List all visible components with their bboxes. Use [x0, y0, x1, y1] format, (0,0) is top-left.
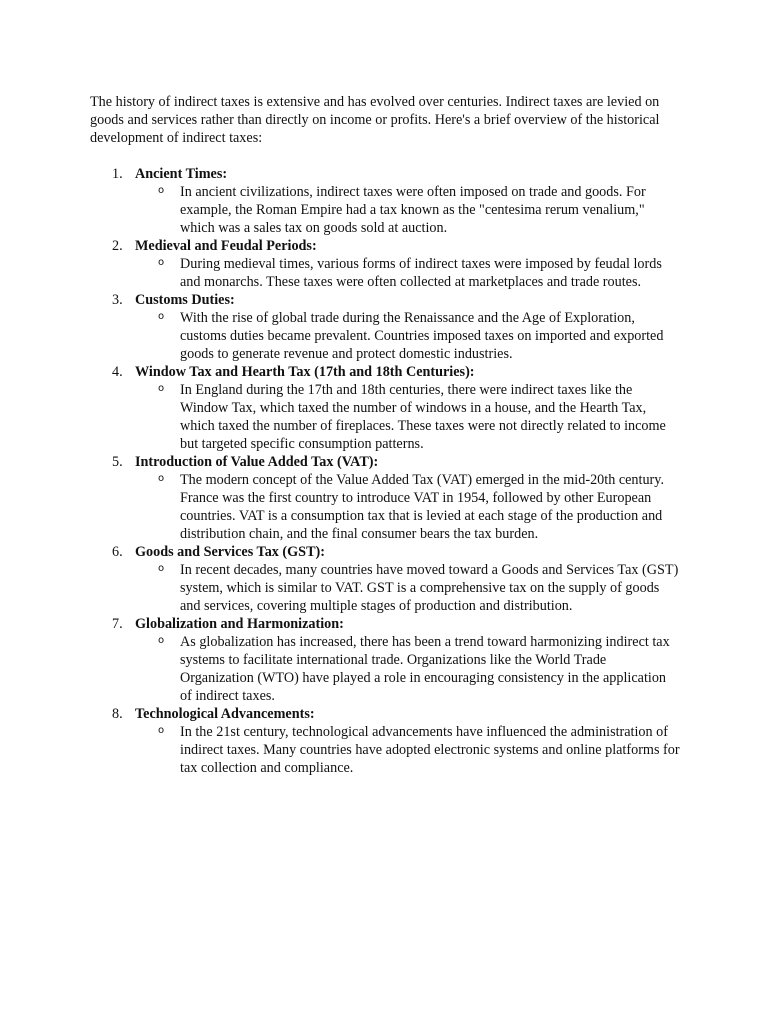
item-number: 4.	[112, 364, 123, 380]
circle-bullet-icon: o	[158, 185, 165, 196]
sub-list-item	[135, 633, 680, 705]
item-description: In the 21st century, technological advancements have influenced the administration of indirect taxes. Many countries have adopted electronic systems and online platforms for tax collection and compliance.	[180, 724, 680, 776]
sub-list-item	[135, 255, 680, 291]
item-number: 6.	[112, 544, 123, 560]
item-heading: Window Tax and Hearth Tax (17th and 18th Centuries):	[135, 364, 475, 380]
sub-list	[135, 381, 680, 453]
item-heading: Goods and Services Tax (GST):	[135, 544, 325, 560]
list-item	[90, 363, 680, 453]
circle-bullet-icon: o	[158, 635, 165, 646]
sub-list	[135, 633, 680, 705]
sub-list	[135, 723, 680, 777]
list-item	[90, 165, 680, 237]
item-description: In England during the 17th and 18th centuries, there were indirect taxes like the Window Tax, which taxed the number of windows in a house, and the Hearth Tax, which taxed the number of fireplaces. These taxes were not directly related to income but targeted specific consumption patterns.	[180, 382, 666, 452]
intro-paragraph: The history of indirect taxes is extensive and has evolved over centuries. Indirect taxes are levied on goods and services rather than directly on income or profits. Here's a brief overview of the historical development of indirect taxes:	[90, 94, 660, 146]
sub-list	[135, 255, 680, 291]
list-item	[90, 237, 680, 291]
circle-bullet-icon: o	[158, 563, 165, 574]
sub-list	[135, 471, 680, 543]
sub-list	[135, 183, 680, 237]
item-description: In recent decades, many countries have moved toward a Goods and Services Tax (GST) system, which is similar to VAT. GST is a comprehensive tax on the supply of goods and services, covering multiple stages of production and distribution.	[180, 562, 679, 614]
circle-bullet-icon: o	[158, 257, 165, 268]
sub-list-item	[135, 381, 680, 453]
item-number: 7.	[112, 616, 123, 632]
item-description: The modern concept of the Value Added Tax (VAT) emerged in the mid-20th century. France was the first country to introduce VAT in 1954, followed by other European countries. VAT is a consumption tax that is levied at each stage of the production and distribution chain, and the final consumer bears the tax burden.	[180, 472, 665, 542]
item-heading: Globalization and Harmonization:	[135, 616, 344, 632]
item-description: During medieval times, various forms of indirect taxes were imposed by feudal lords and monarchs. These taxes were often collected at marketplaces and trade routes.	[180, 256, 662, 290]
item-number: 5.	[112, 454, 123, 470]
item-heading: Customs Duties:	[135, 292, 235, 308]
list-item	[90, 453, 680, 543]
history-list	[90, 165, 680, 777]
item-heading: Introduction of Value Added Tax (VAT):	[135, 454, 379, 470]
item-description: As globalization has increased, there has been a trend toward harmonizing indirect tax systems to facilitate international trade. Organizations like the World Trade Organization (WTO) have played a role in encouraging consistency in the application of indirect taxes.	[180, 634, 670, 704]
circle-bullet-icon: o	[158, 383, 165, 394]
item-number: 8.	[112, 706, 123, 722]
sub-list-item	[135, 723, 680, 777]
sub-list-item	[135, 471, 680, 543]
list-item	[90, 291, 680, 363]
item-number: 2.	[112, 238, 123, 254]
item-heading: Ancient Times:	[135, 166, 228, 182]
item-description: With the rise of global trade during the Renaissance and the Age of Exploration, customs duties became prevalent. Countries imposed taxes on imported and exported goods to generate revenue and protect domestic industries.	[180, 310, 664, 362]
list-item	[90, 543, 680, 615]
sub-list	[135, 309, 680, 363]
sub-list-item	[135, 183, 680, 237]
sub-list-item	[135, 309, 680, 363]
circle-bullet-icon: o	[158, 725, 165, 736]
item-heading: Medieval and Feudal Periods:	[135, 238, 317, 254]
item-heading: Technological Advancements:	[135, 706, 315, 722]
item-description: In ancient civilizations, indirect taxes were often imposed on trade and goods. For example, the Roman Empire had a tax known as the "centesima rerum venalium," which was a sales tax on goods sold at auction.	[180, 184, 646, 236]
list-item	[90, 615, 680, 705]
sub-list	[135, 561, 680, 615]
list-item	[90, 705, 680, 777]
circle-bullet-icon: o	[158, 311, 165, 322]
circle-bullet-icon: o	[158, 473, 165, 484]
document-page	[90, 93, 680, 777]
sub-list-item	[135, 561, 680, 615]
item-number: 1.	[112, 166, 123, 182]
item-number: 3.	[112, 292, 123, 308]
